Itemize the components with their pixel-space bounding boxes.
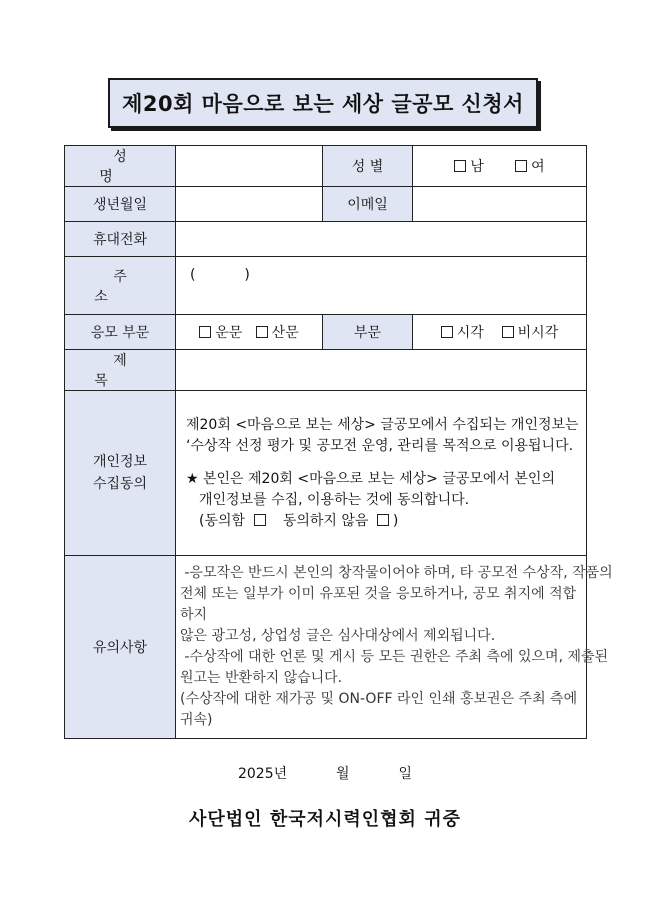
date-day: 일	[398, 766, 413, 782]
application-form	[64, 145, 613, 739]
notes-content	[176, 556, 613, 739]
category-label: 응모 부문	[65, 315, 176, 350]
checkbox-icon[interactable]	[441, 326, 453, 338]
notes-line: 않은 광고성, 상업성 글은 심사대상에서 제외됩니다.	[180, 628, 496, 644]
division-option-nonvisual[interactable]: 비시각	[502, 322, 559, 342]
consent-line: 개인정보를 수집, 이용하는 것에 동의합니다.	[199, 491, 470, 508]
checkbox-icon[interactable]	[502, 326, 514, 338]
gender-label: 성 별	[323, 146, 413, 187]
notes-line: -응모작은 반드시 본인의 창작물이어야 하며, 타 공모전 수상작, 작품의	[180, 565, 613, 581]
name-field[interactable]	[176, 146, 323, 187]
checkbox-icon[interactable]	[515, 160, 527, 172]
notes-line: (수상작에 대한 재가공 및 ON-OFF 라인 인쇄 홍보권은 주최 측에 귀속)	[180, 691, 578, 728]
date-line	[0, 763, 650, 783]
email-field[interactable]	[413, 187, 587, 222]
notes-line: -수상작에 대한 언론 및 게시 등 모든 권한은 주최 측에 있으며, 제출된	[180, 649, 609, 665]
recipient-line: 사단법인 한국저시력인협회 귀중	[189, 809, 461, 830]
category-option-prose[interactable]: 산문	[256, 322, 299, 342]
phone-field[interactable]	[176, 222, 587, 257]
email-label: 이메일	[323, 187, 413, 222]
consent-choice: (동의함 동의하지 않음 )	[199, 512, 399, 529]
checkbox-icon[interactable]	[454, 160, 466, 172]
division-options	[413, 315, 587, 350]
consent-content	[176, 391, 587, 556]
checkbox-icon[interactable]	[256, 326, 268, 338]
form-title: 제20회 마음으로 보는 세상 글공모 신청서	[108, 78, 538, 128]
disagree-checkbox-icon[interactable]	[377, 514, 389, 526]
notes-line: 전체 또는 일부가 이미 유포된 것을 응모하거나, 공모 취지에 적합하지	[180, 586, 577, 623]
notes-line: 원고는 반환하지 않습니다.	[180, 670, 343, 686]
notes-label: 유의사항	[65, 556, 176, 739]
birth-field[interactable]	[176, 187, 323, 222]
consent-line: ★ 본인은 제20회 <마음으로 보는 세상> 글공모에서 본인의	[186, 470, 555, 487]
consent-label: 개인정보 수집동의	[65, 391, 176, 556]
consent-line: ‘수상작 선정 평가 및 공모전 운영, 관리를 목적으로 이용됩니다.	[186, 437, 574, 454]
category-options	[176, 315, 323, 350]
agree-checkbox-icon[interactable]	[254, 514, 266, 526]
consent-line: 제20회 <마음으로 보는 세상> 글공모에서 수집되는 개인정보는	[186, 416, 579, 433]
division-option-visual[interactable]: 시각	[441, 322, 484, 342]
address-label: 주 소	[65, 257, 176, 315]
gender-option-male[interactable]: 남	[454, 156, 484, 176]
title-label: 제 목	[65, 350, 176, 391]
date-year: 2025년	[237, 766, 288, 782]
name-label: 성 명	[65, 146, 176, 187]
address-field[interactable]	[176, 257, 587, 315]
gender-options	[413, 146, 587, 187]
gender-option-female[interactable]: 여	[515, 156, 545, 176]
title-field[interactable]	[176, 350, 587, 391]
checkbox-icon[interactable]	[199, 326, 211, 338]
date-month: 월	[336, 766, 350, 782]
address-postcode: ( )	[190, 267, 250, 283]
phone-label: 휴대전화	[65, 222, 176, 257]
division-label: 부문	[323, 315, 413, 350]
birth-label: 생년월일	[65, 187, 176, 222]
category-option-verse[interactable]: 운문	[199, 322, 242, 342]
